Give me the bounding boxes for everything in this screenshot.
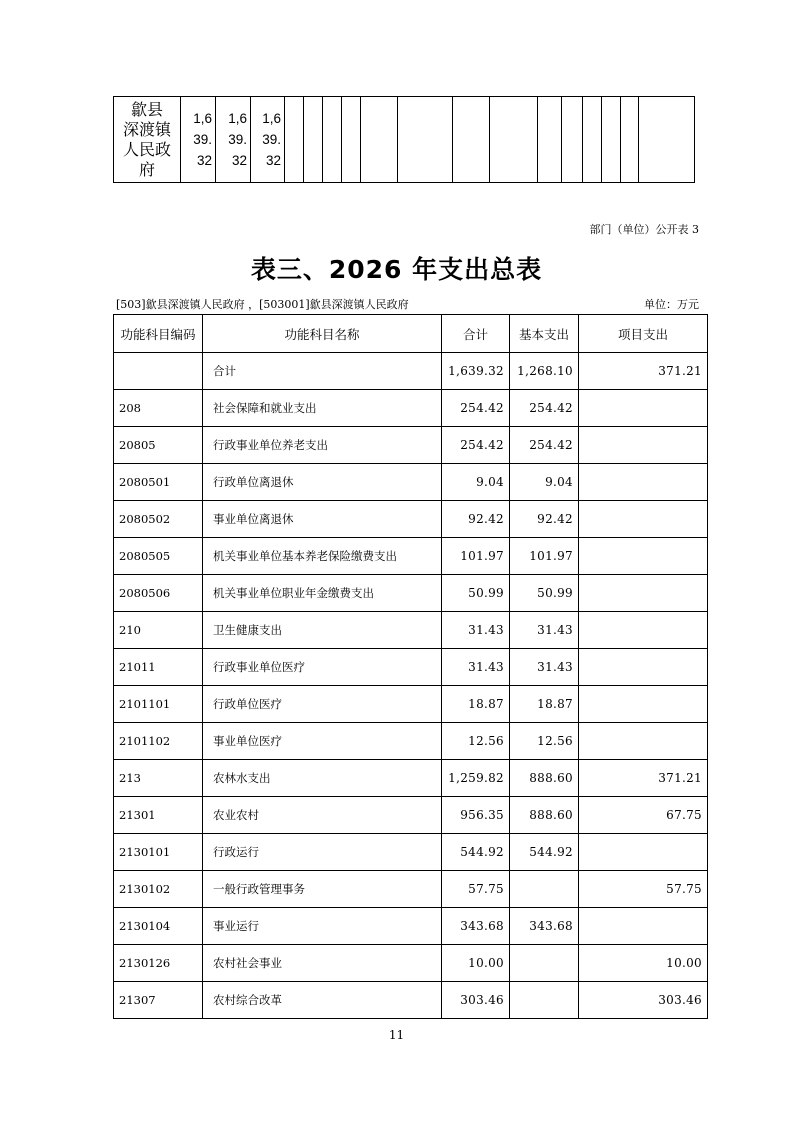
cell-project: 10.00 — [579, 945, 708, 982]
table-body — [114, 353, 708, 1019]
cell-basic: 343.68 — [510, 908, 579, 945]
empty-cell — [583, 97, 602, 183]
cell-project: 303.46 — [579, 982, 708, 1019]
dept-disclosure-label: 部门（单位）公开表 3 — [589, 223, 699, 236]
cell-project — [579, 908, 708, 945]
cell-code: 210 — [114, 612, 203, 649]
cell-name: 农村社会事业 — [203, 945, 442, 982]
cell-project — [579, 538, 708, 575]
table-row — [114, 908, 708, 945]
cell-project: 371.21 — [579, 760, 708, 797]
amount-part: 32 — [231, 153, 247, 168]
cell-code: 2080502 — [114, 501, 203, 538]
cell-project: 57.75 — [579, 871, 708, 908]
amount-part: 1,6 — [228, 111, 247, 126]
cell-basic: 1,268.10 — [510, 353, 579, 390]
cell-name: 行政运行 — [203, 834, 442, 871]
table-row — [114, 538, 708, 575]
cell-code: 2130101 — [114, 834, 203, 871]
cell-basic: 12.56 — [510, 723, 579, 760]
cell-project — [579, 723, 708, 760]
amount-part: 39. — [193, 132, 212, 147]
cell-code: 2101101 — [114, 686, 203, 723]
cell-basic: 92.42 — [510, 501, 579, 538]
cell-basic — [510, 982, 579, 1019]
amount-part: 32 — [265, 153, 281, 168]
cell-code: 20805 — [114, 427, 203, 464]
table-row — [114, 797, 708, 834]
amount-cell — [181, 97, 216, 183]
cell-basic: 101.97 — [510, 538, 579, 575]
amount-part: 32 — [196, 153, 212, 168]
table-row — [114, 464, 708, 501]
cell-name: 行政单位离退休 — [203, 464, 442, 501]
table-row — [114, 575, 708, 612]
cell-basic: 888.60 — [510, 797, 579, 834]
column-header-project: 项目支出 — [579, 315, 708, 353]
cell-total: 254.42 — [442, 390, 510, 427]
cell-code: 21307 — [114, 982, 203, 1019]
cell-basic — [510, 871, 579, 908]
cell-code: 2130102 — [114, 871, 203, 908]
cell-total: 101.97 — [442, 538, 510, 575]
cell-basic: 888.60 — [510, 760, 579, 797]
cell-total: 31.43 — [442, 649, 510, 686]
empty-cell — [304, 97, 323, 183]
table-header-row — [114, 315, 708, 353]
cell-code: 213 — [114, 760, 203, 797]
expenditure-summary-table — [113, 314, 708, 1019]
cell-total: 254.42 — [442, 427, 510, 464]
cell-code: 2080506 — [114, 575, 203, 612]
cell-name: 行政事业单位医疗 — [203, 649, 442, 686]
org-name-line: 府 — [138, 160, 155, 179]
cell-total: 10.00 — [442, 945, 510, 982]
cell-name: 卫生健康支出 — [203, 612, 442, 649]
table-row — [114, 427, 708, 464]
cell-total: 50.99 — [442, 575, 510, 612]
unit-label: 单位：万元 — [644, 298, 699, 311]
table-row — [114, 834, 708, 871]
cell-project — [579, 649, 708, 686]
cell-total: 956.35 — [442, 797, 510, 834]
amount-cell — [251, 97, 285, 183]
cell-name: 事业单位医疗 — [203, 723, 442, 760]
empty-cell — [538, 97, 562, 183]
table-row — [114, 353, 708, 390]
cell-project — [579, 427, 708, 464]
column-header-total: 合计 — [442, 315, 510, 353]
cell-total: 544.92 — [442, 834, 510, 871]
cell-basic: 9.04 — [510, 464, 579, 501]
amount-part: 1,6 — [193, 111, 212, 126]
cell-total: 1,259.82 — [442, 760, 510, 797]
empty-cell — [323, 97, 342, 183]
cell-basic: 50.99 — [510, 575, 579, 612]
org-name-line: 歙县 — [130, 100, 163, 119]
cell-name: 农林水支出 — [203, 760, 442, 797]
cell-name: 农业农村 — [203, 797, 442, 834]
amount-cell — [216, 97, 251, 183]
empty-cell — [285, 97, 304, 183]
cell-basic — [510, 945, 579, 982]
cell-project: 371.21 — [579, 353, 708, 390]
cell-project — [579, 612, 708, 649]
cell-total: 12.56 — [442, 723, 510, 760]
column-header-name: 功能科目名称 — [203, 315, 442, 353]
cell-total: 303.46 — [442, 982, 510, 1019]
cell-basic: 254.42 — [510, 390, 579, 427]
empty-cell — [453, 97, 490, 183]
column-header-basic: 基本支出 — [510, 315, 579, 353]
cell-name: 社会保障和就业支出 — [203, 390, 442, 427]
page-title: 表三、2026 年支出总表 — [250, 255, 543, 284]
previous-table-fragment — [113, 96, 695, 183]
table-row — [114, 501, 708, 538]
cell-total: 1,639.32 — [442, 353, 510, 390]
cell-name: 行政事业单位养老支出 — [203, 427, 442, 464]
cell-total: 31.43 — [442, 612, 510, 649]
cell-code: 21011 — [114, 649, 203, 686]
table-row — [114, 390, 708, 427]
empty-cell — [398, 97, 453, 183]
empty-cell — [602, 97, 621, 183]
org-name-line: 深渡镇 — [122, 120, 171, 139]
cell-project — [579, 834, 708, 871]
table-row — [114, 760, 708, 797]
empty-cell — [490, 97, 538, 183]
empty-cell — [621, 97, 639, 183]
table-row — [114, 97, 695, 183]
cell-project — [579, 686, 708, 723]
org-label: [503]歙县深渡镇人民政府 ，[503001]歙县深渡镇人民政府 — [116, 298, 409, 311]
table-row — [114, 612, 708, 649]
cell-code — [114, 353, 203, 390]
table-row — [114, 871, 708, 908]
page-number: 11 — [388, 1028, 405, 1042]
cell-total: 343.68 — [442, 908, 510, 945]
cell-project — [579, 464, 708, 501]
table-row — [114, 982, 708, 1019]
cell-code: 2130126 — [114, 945, 203, 982]
cell-project — [579, 390, 708, 427]
cell-name: 合计 — [203, 353, 442, 390]
cell-total: 57.75 — [442, 871, 510, 908]
table-row — [114, 945, 708, 982]
cell-code: 2101102 — [114, 723, 203, 760]
table-row — [114, 686, 708, 723]
cell-basic: 254.42 — [510, 427, 579, 464]
table-row — [114, 723, 708, 760]
cell-project — [579, 501, 708, 538]
empty-cell — [361, 97, 398, 183]
cell-code: 21301 — [114, 797, 203, 834]
table-row — [114, 649, 708, 686]
empty-cell — [639, 97, 695, 183]
cell-basic: 31.43 — [510, 649, 579, 686]
cell-basic: 18.87 — [510, 686, 579, 723]
amount-part: 1,6 — [262, 111, 281, 126]
org-name-line: 人民政 — [122, 140, 171, 159]
cell-project — [579, 575, 708, 612]
empty-cell — [562, 97, 583, 183]
cell-basic: 544.92 — [510, 834, 579, 871]
cell-name: 机关事业单位基本养老保险缴费支出 — [203, 538, 442, 575]
cell-code: 208 — [114, 390, 203, 427]
cell-name: 事业单位离退休 — [203, 501, 442, 538]
cell-basic: 31.43 — [510, 612, 579, 649]
cell-project: 67.75 — [579, 797, 708, 834]
cell-name: 行政单位医疗 — [203, 686, 442, 723]
cell-name: 事业运行 — [203, 908, 442, 945]
column-header-code: 功能科目编码 — [114, 315, 203, 353]
org-name-cell — [114, 97, 181, 183]
cell-code: 2080505 — [114, 538, 203, 575]
cell-name: 一般行政管理事务 — [203, 871, 442, 908]
cell-name: 机关事业单位职业年金缴费支出 — [203, 575, 442, 612]
cell-total: 92.42 — [442, 501, 510, 538]
cell-name: 农村综合改革 — [203, 982, 442, 1019]
cell-total: 9.04 — [442, 464, 510, 501]
cell-total: 18.87 — [442, 686, 510, 723]
cell-code: 2130104 — [114, 908, 203, 945]
amount-part: 39. — [228, 132, 247, 147]
amount-part: 39. — [262, 132, 281, 147]
empty-cell — [342, 97, 361, 183]
cell-code: 2080501 — [114, 464, 203, 501]
